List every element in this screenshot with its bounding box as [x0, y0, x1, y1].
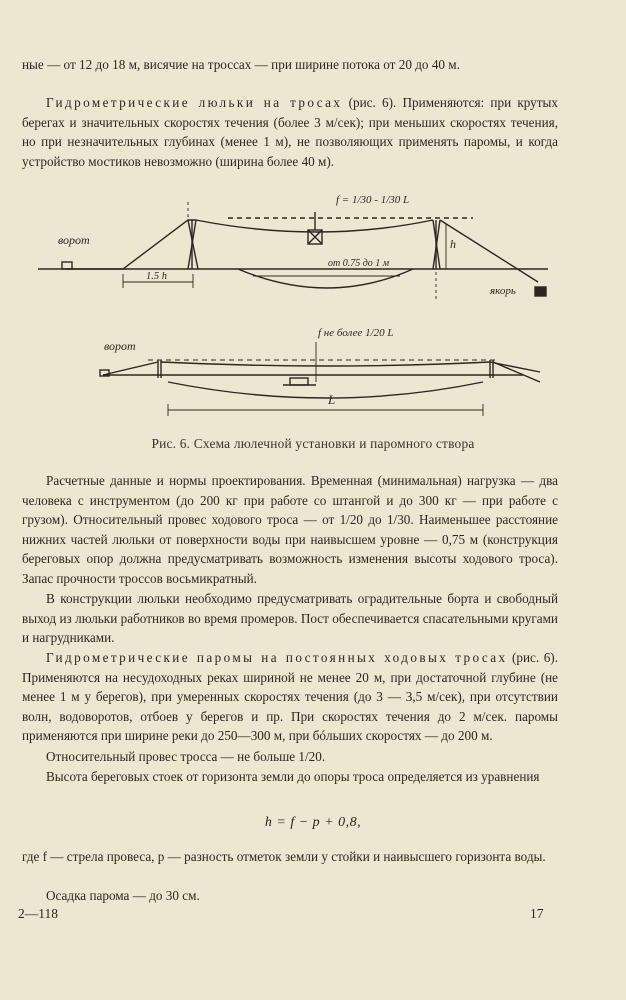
figure-6-drawing	[28, 182, 568, 427]
page-number: 17	[530, 906, 544, 921]
paragraph-osadka: Осадка парома — до 30 см.	[46, 888, 200, 903]
section-heading-paromy: Гидрометрические паромы на постоянных ходовых тросах	[46, 650, 508, 665]
paragraph-lyulki-text: (рис. 6). Применяются: при крутых берегах и значительных скоростях течения (более 3 м/сек); при меньших скоростях течения, но при незначительных глубинах (менее 1 м), не позволяющих применять паромы, и когда устройство мостиков невозможно (ширина более 40 м).	[22, 95, 558, 169]
paragraph-vysota-stoek: Высота береговых стоек от горизонта земли до опоры троса определяется из уравнения	[46, 769, 540, 784]
top-paragraph: ные — от 12 до 18 м, висячие на тросcах — при ширине потока от 20 до 40 м.	[22, 57, 460, 72]
fig-label-h: h	[450, 237, 456, 251]
figure-caption: Рис. 6. Схема люлечной установки и паромного створа	[151, 436, 475, 451]
paragraph-gidrometricheskie-lyulki	[22, 93, 558, 171]
signature-mark: 2—118	[18, 906, 58, 921]
paragraph-gidrometricheskie-paromy	[22, 648, 558, 746]
section-heading-lyulki: Гидрометрические люльки на тросах	[46, 95, 343, 110]
paragraph-otnositelnyi-provis: Относительный провес тросcа — не больше 1/20.	[46, 749, 326, 764]
paragraph-raschetnye-dannye: Расчетные данные и нормы проектирования. Временная (минимальная) нагрузка — два человека с инструментом (до 200 кг при работе со штангой и до 300 кг — при работе с грузом). Относительный провес ходового троса — от 1/20 до 1/30. Наименьшее расстояние нижних частей люльки от поверхности воды при наивысшем уровне — 0,75 м (конструкция береговых опор должна предусматривать возможность изменения высоты ходового троса). Запас прочности тросcов восьмикратный.	[22, 473, 558, 586]
fig-label-depth: от 0.75 до 1 м	[328, 258, 390, 269]
fig-label-vorot-bottom: ворот	[104, 339, 136, 353]
paragraph-konstrukciya-lyulki: В конструкции люльки необходимо предусматривать оградительные борта и свободный выход из люльки работников во время промеров. Пост обеспечивается спасательными кругами и нагрудниками.	[22, 591, 558, 646]
paragraph-paromy-text: (рис. 6). Применяются на несудоходных реках шириной не менее 20 м, при достаточной глубине (не менее 1 м у берегов), при умеренных скоростях течения (до 3 — 3,5 м/сек), при отсутствии волн, водоворотов, отбоев у берегов и пр. При скоростях течения до 2 м/сек. паромы применяются при ширине реки до 250—300 м, при бóльших скоростях — до 200 м.	[22, 650, 558, 744]
fig-label-vorot-top: ворот	[58, 233, 90, 247]
fig-label-f-formula: f = 1/30 - 1/30 L	[336, 194, 410, 206]
fig-label-anchor: якорь	[490, 285, 516, 297]
fig-label-L: L	[328, 392, 336, 407]
paragraph-gde-f: где f — стрела провеса, p — разность отметок земли у стойки и наивысшего горизонта воды.	[22, 849, 546, 864]
formula-h: h = f − p + 0,8,	[264, 815, 362, 830]
fig-label-1-5h: 1.5 h	[146, 271, 167, 282]
fig-label-f-limit: f не более 1/20 L	[318, 327, 394, 339]
figure-6	[28, 182, 568, 427]
